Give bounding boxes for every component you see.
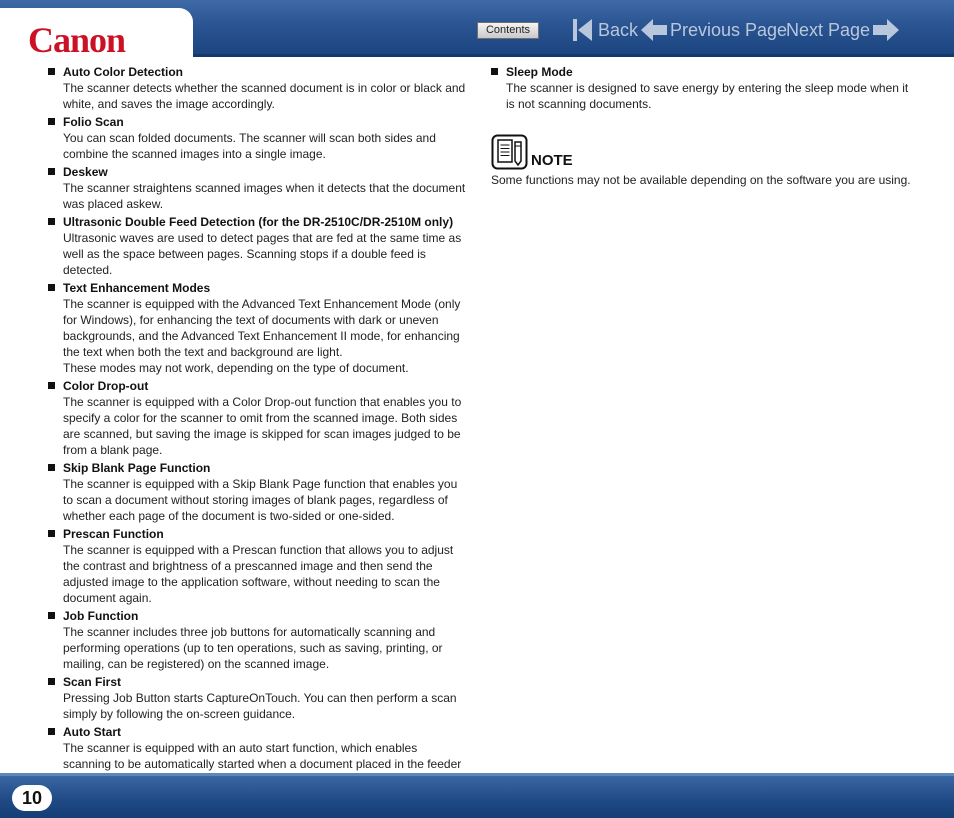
feature-title: Ultrasonic Double Feed Detection (for the DR-2510C/DR-2510M only) bbox=[63, 215, 454, 229]
feature-item bbox=[48, 114, 468, 162]
square-bullet-icon bbox=[48, 464, 55, 471]
feature-title: Auto Start bbox=[63, 725, 121, 739]
feature-note: These modes may not work, depending on the type of document. bbox=[63, 361, 409, 375]
feature-title: Scan First bbox=[63, 675, 122, 689]
next-page-button[interactable] bbox=[786, 14, 900, 46]
feature-description: You can scan folded documents. The scanner will scan both sides and combine the scanned images into a single image. bbox=[63, 131, 436, 161]
previous-page-button[interactable] bbox=[640, 14, 787, 46]
back-to-start-icon bbox=[572, 16, 594, 44]
feature-description: The scanner is equipped with a Skip Blank Page function that enables you to scan a document without storing images of blank pages, regardless of whether each page of the document is two-sided or one-sided. bbox=[63, 477, 458, 523]
feature-title: Job Function bbox=[63, 609, 139, 623]
previous-page-label: Previous Page bbox=[670, 20, 788, 40]
feature-title: Sleep Mode bbox=[506, 65, 573, 79]
feature-description: Ultrasonic waves are used to detect pages that are fed at the same time as well as the space between pages. Scanning stops if a double feed is detected. bbox=[63, 231, 462, 277]
canon-logo: Canon bbox=[28, 20, 126, 60]
feature-item bbox=[48, 164, 468, 212]
footer-divider bbox=[0, 773, 954, 776]
feature-description: The scanner includes three job buttons for automatically scanning and performing operations (up to ten operations, such as saving, printing, or mailing, can be registered) on the scanned image. bbox=[63, 625, 443, 671]
feature-item bbox=[48, 280, 468, 376]
feature-title: Prescan Function bbox=[63, 527, 164, 541]
square-bullet-icon bbox=[48, 68, 55, 75]
footer-bar bbox=[0, 773, 954, 818]
square-bullet-icon bbox=[48, 168, 55, 175]
feature-item bbox=[48, 526, 468, 606]
note-label: NOTE bbox=[531, 152, 573, 169]
feature-item bbox=[48, 674, 468, 722]
note-header bbox=[491, 134, 921, 170]
feature-description: The scanner detects whether the scanned document is in color or black and white, and saves the image accordingly. bbox=[63, 81, 466, 111]
square-bullet-icon bbox=[48, 530, 55, 537]
left-column bbox=[48, 64, 468, 790]
feature-description: The scanner is designed to save energy by entering the sleep mode when it is not scanning documents. bbox=[506, 81, 909, 111]
feature-title: Color Drop-out bbox=[63, 379, 149, 393]
feature-item bbox=[48, 214, 468, 278]
square-bullet-icon bbox=[48, 118, 55, 125]
feature-description: The scanner is equipped with the Advanced Text Enhancement Mode (only for Windows), for enhancing the text of documents with dark or uneven backgrounds, and the Advanced Text Enhancement II mode, for enhancing the text when both the text and background are light. bbox=[63, 297, 461, 359]
note-box bbox=[491, 134, 921, 188]
next-page-label: Next Page bbox=[786, 20, 871, 40]
feature-description: Pressing Job Button starts CaptureOnTouch. You can then perform a scan simply by following the on-screen guidance. bbox=[63, 691, 457, 721]
feature-title: Folio Scan bbox=[63, 115, 124, 129]
feature-description: The scanner is equipped with a Prescan function that allows you to adjust the contrast and brightness of a prescanned image and then send the adjusted image to the application software, without needing to scan the document again. bbox=[63, 543, 454, 605]
note-text: Some functions may not be available depending on the software you are using. bbox=[491, 173, 911, 187]
square-bullet-icon bbox=[48, 728, 55, 735]
feature-description: The scanner straightens scanned images when it detects that the document was placed askew. bbox=[63, 181, 466, 211]
feature-item bbox=[491, 64, 911, 112]
square-bullet-icon bbox=[48, 382, 55, 389]
square-bullet-icon bbox=[48, 678, 55, 685]
contents-button[interactable]: Contents bbox=[477, 22, 539, 39]
header-bar bbox=[0, 0, 954, 62]
arrow-right-icon bbox=[872, 16, 900, 44]
back-label: Back bbox=[598, 20, 639, 40]
feature-description: The scanner is equipped with a Color Drop-out function that enables you to specify a color for the scanner to omit from the scanned image. Both sides are scanned, but saving the image is skipped for scan images judged to be from a blank page. bbox=[63, 395, 462, 457]
logo-panel bbox=[0, 8, 193, 62]
right-column bbox=[491, 64, 911, 114]
feature-item bbox=[48, 378, 468, 458]
square-bullet-icon bbox=[48, 284, 55, 291]
feature-title: Auto Color Detection bbox=[63, 65, 183, 79]
arrow-left-icon bbox=[640, 16, 668, 44]
square-bullet-icon bbox=[48, 612, 55, 619]
square-bullet-icon bbox=[48, 218, 55, 225]
page-number: 10 bbox=[12, 785, 52, 811]
feature-item bbox=[48, 64, 468, 112]
square-bullet-icon bbox=[491, 68, 498, 75]
back-button[interactable] bbox=[572, 14, 638, 46]
feature-item bbox=[48, 460, 468, 524]
feature-title: Deskew bbox=[63, 165, 108, 179]
note-pencil-icon bbox=[491, 134, 529, 170]
feature-item bbox=[48, 608, 468, 672]
feature-title: Skip Blank Page Function bbox=[63, 461, 211, 475]
feature-title: Text Enhancement Modes bbox=[63, 281, 211, 295]
feature-description: The scanner is equipped with an auto start function, which enables scanning to be automatically started when a document placed in the feeder bbox=[63, 741, 462, 771]
